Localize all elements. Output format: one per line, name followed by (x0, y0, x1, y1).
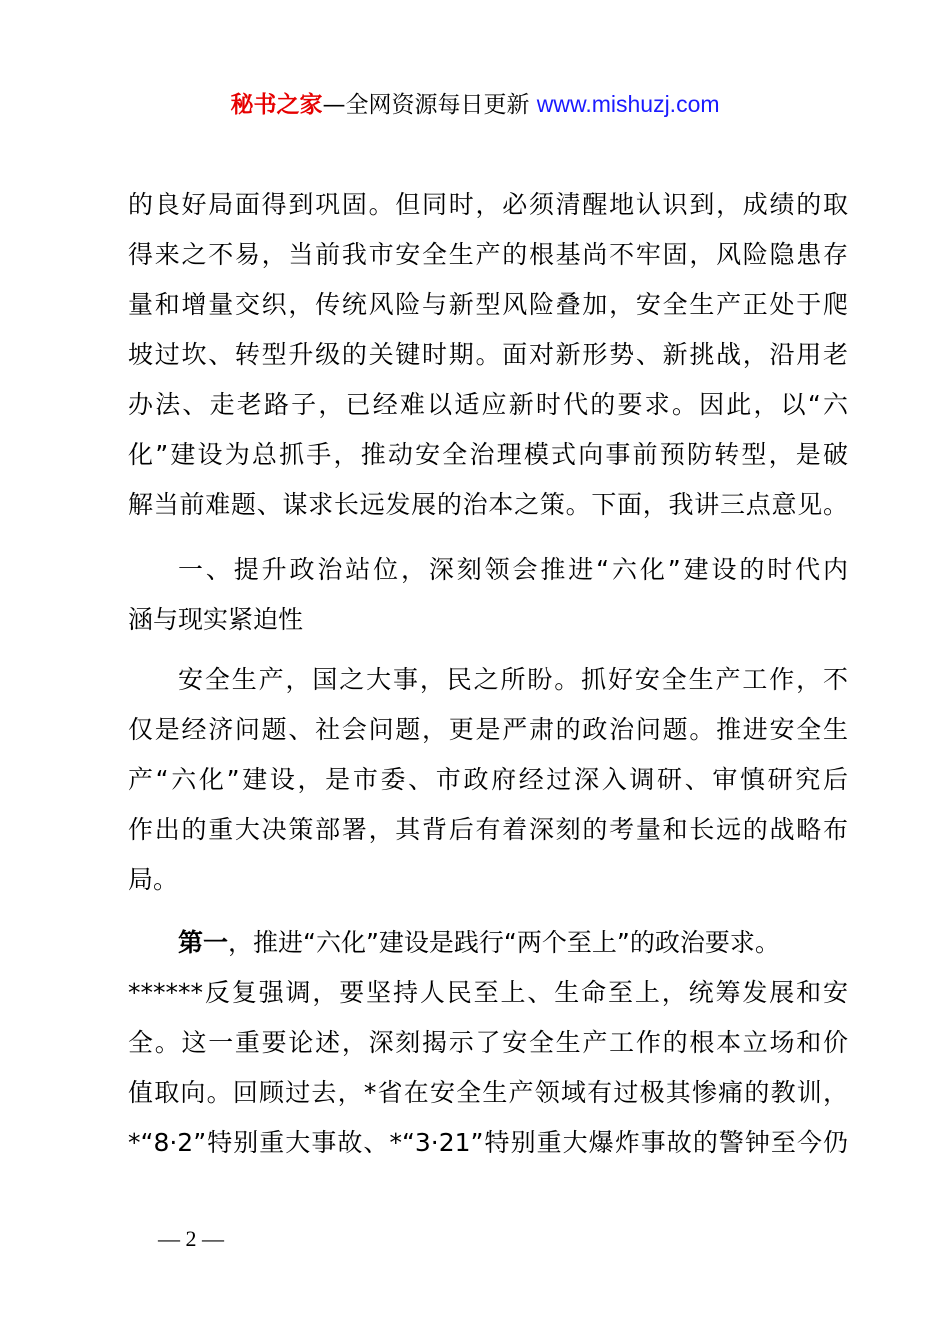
point-label: 第一 (178, 928, 229, 957)
body-line: 产“六化”建设，是市委、市政府经过深入调研、审慎研究后 (128, 765, 848, 794)
body-line: *“8·2”特别重大事故、*“3·21”特别重大爆炸事故的警钟至今仍 (128, 1128, 848, 1157)
body-line: 作出的重大决策部署，其背后有着深刻的考量和长远的战略布 (128, 815, 848, 844)
body-line: 仅是经济问题、社会问题，更是严肃的政治问题。推进安全生 (128, 715, 848, 744)
point-line (178, 925, 848, 961)
point-text: ，推进“六化”建设是践行“两个至上”的政治要求。 (228, 928, 780, 957)
header-url-link[interactable]: www.mishuzj.com (536, 91, 720, 117)
body-line: 的良好局面得到巩固。但同时，必须清醒地认识到，成绩的取 (128, 190, 848, 219)
body-line: 办法、走老路子，已经难以适应新时代的要求。因此，以“六 (128, 390, 848, 419)
body-line: ******反复强调，要坚持人民至上、生命至上，统筹发展和安 (128, 978, 848, 1007)
body-line: 全。这一重要论述，深刻揭示了安全生产工作的根本立场和价 (128, 1028, 848, 1057)
section-heading-line: 涵与现实紧迫性 (128, 605, 304, 634)
body-line: 化”建设为总抓手，推动安全治理模式向事前预防转型，是破 (128, 440, 848, 469)
section-heading-line: 一、提升政治站位，深刻领会推进“六化”建设的时代内 (178, 555, 848, 584)
body-line: 量和增量交织，传统风险与新型风险叠加，安全生产正处于爬 (128, 290, 848, 319)
body-line: 得来之不易，当前我市安全生产的根基尚不牢固，风险隐患存 (128, 240, 848, 269)
page-header (0, 86, 950, 123)
body-line: 解当前难题、谋求长远发展的治本之策。下面，我讲三点意见。 (128, 490, 848, 519)
page-number: — 2 — (158, 1226, 224, 1251)
header-tagline: —全网资源每日更新 (322, 92, 537, 118)
body-line: 安全生产，国之大事，民之所盼。抓好安全生产工作，不 (178, 665, 848, 694)
body-line: 坡过坎、转型升级的关键时期。面对新形势、新挑战，沿用老 (128, 340, 848, 369)
body-line: 局。 (128, 865, 179, 894)
body-line: 值取向。回顾过去，*省在安全生产领域有过极其惨痛的教训， (128, 1078, 848, 1107)
header-brand: 秘书之家 (230, 92, 323, 118)
